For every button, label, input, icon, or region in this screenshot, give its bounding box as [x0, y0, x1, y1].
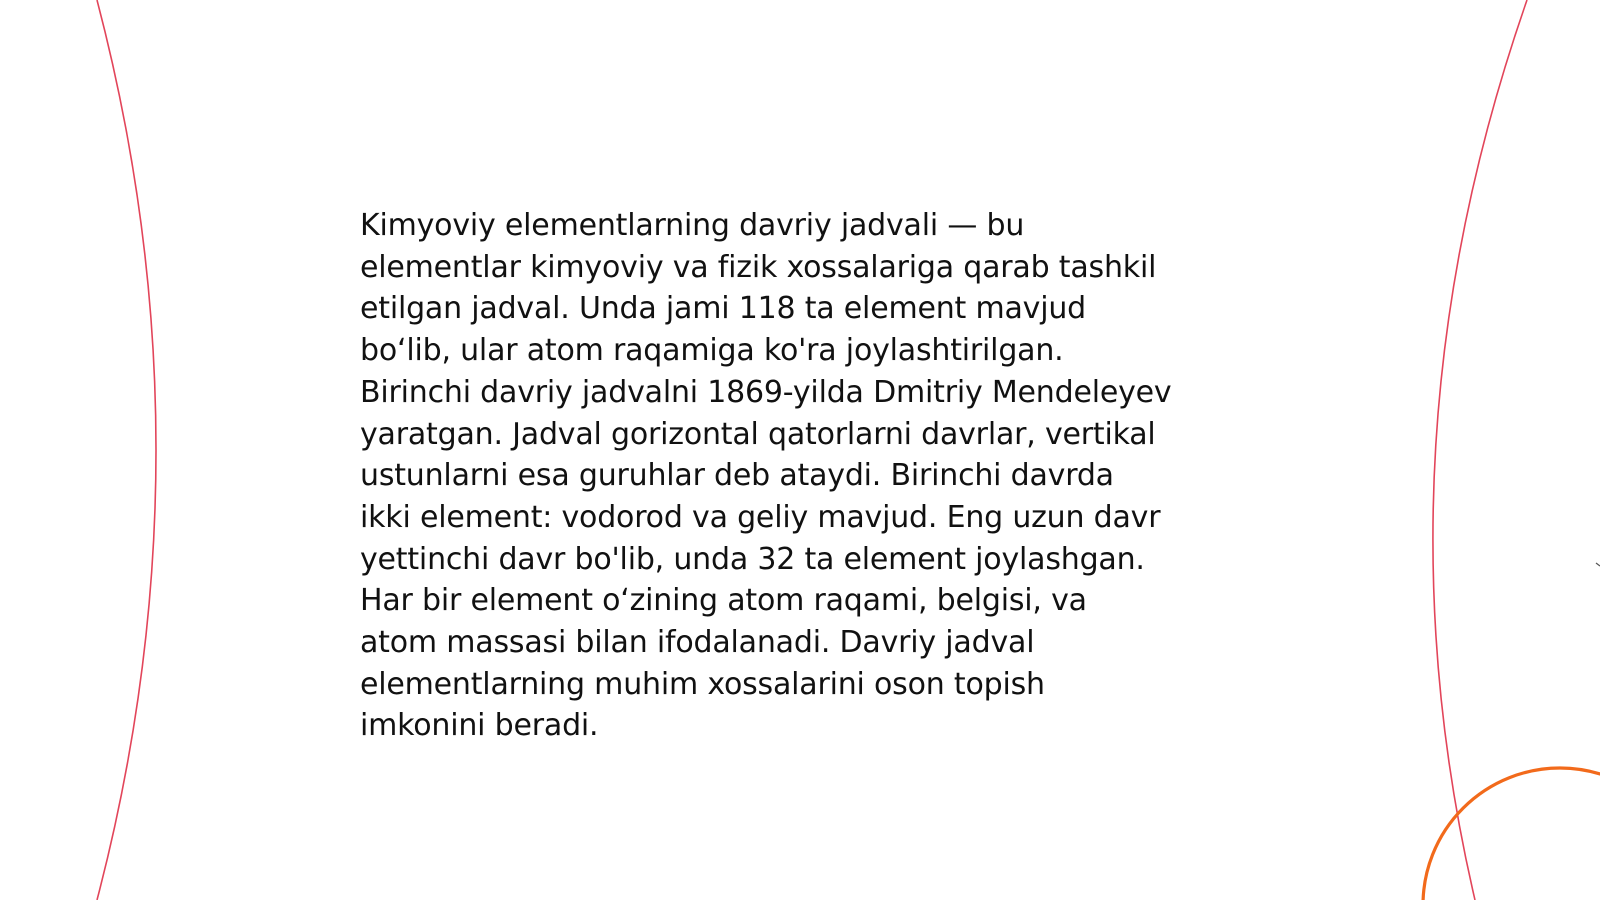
left-arc-line [97, 0, 156, 900]
body-paragraph: Kimyoviy elementlarning davriy jadvali — bu elementlar kimyoviy va fizik xossalariga qarab tashkil etilgan jadval. Unda jami 118 ta element mavjud boʻlib, ular atom raqamiga ko'ra joylashtirilgan. Birinchi davriy jadvalni 1869-yilda Dmitriy Mendeleyev yaratgan. Jadval gorizontal qatorlarni davrlar, vertikal ustunlarni esa guruhlar deb ataydi. Birinchi davrda ikki element: vodorod va geliy mavjud. Eng uzun davr yettinchi davr bo'lib, unda 32 ta element joylashgan. Har bir element oʻzining atom raqami, belgisi, va atom massasi bilan ifodalanadi. Davriy jadval elementlarning muhim xossalarini oson topish imkonini beradi. [360, 208, 1172, 744]
edge-tick-mark [1596, 563, 1600, 566]
right-arc-line [1433, 0, 1527, 900]
corner-circle-outline [1423, 768, 1600, 900]
